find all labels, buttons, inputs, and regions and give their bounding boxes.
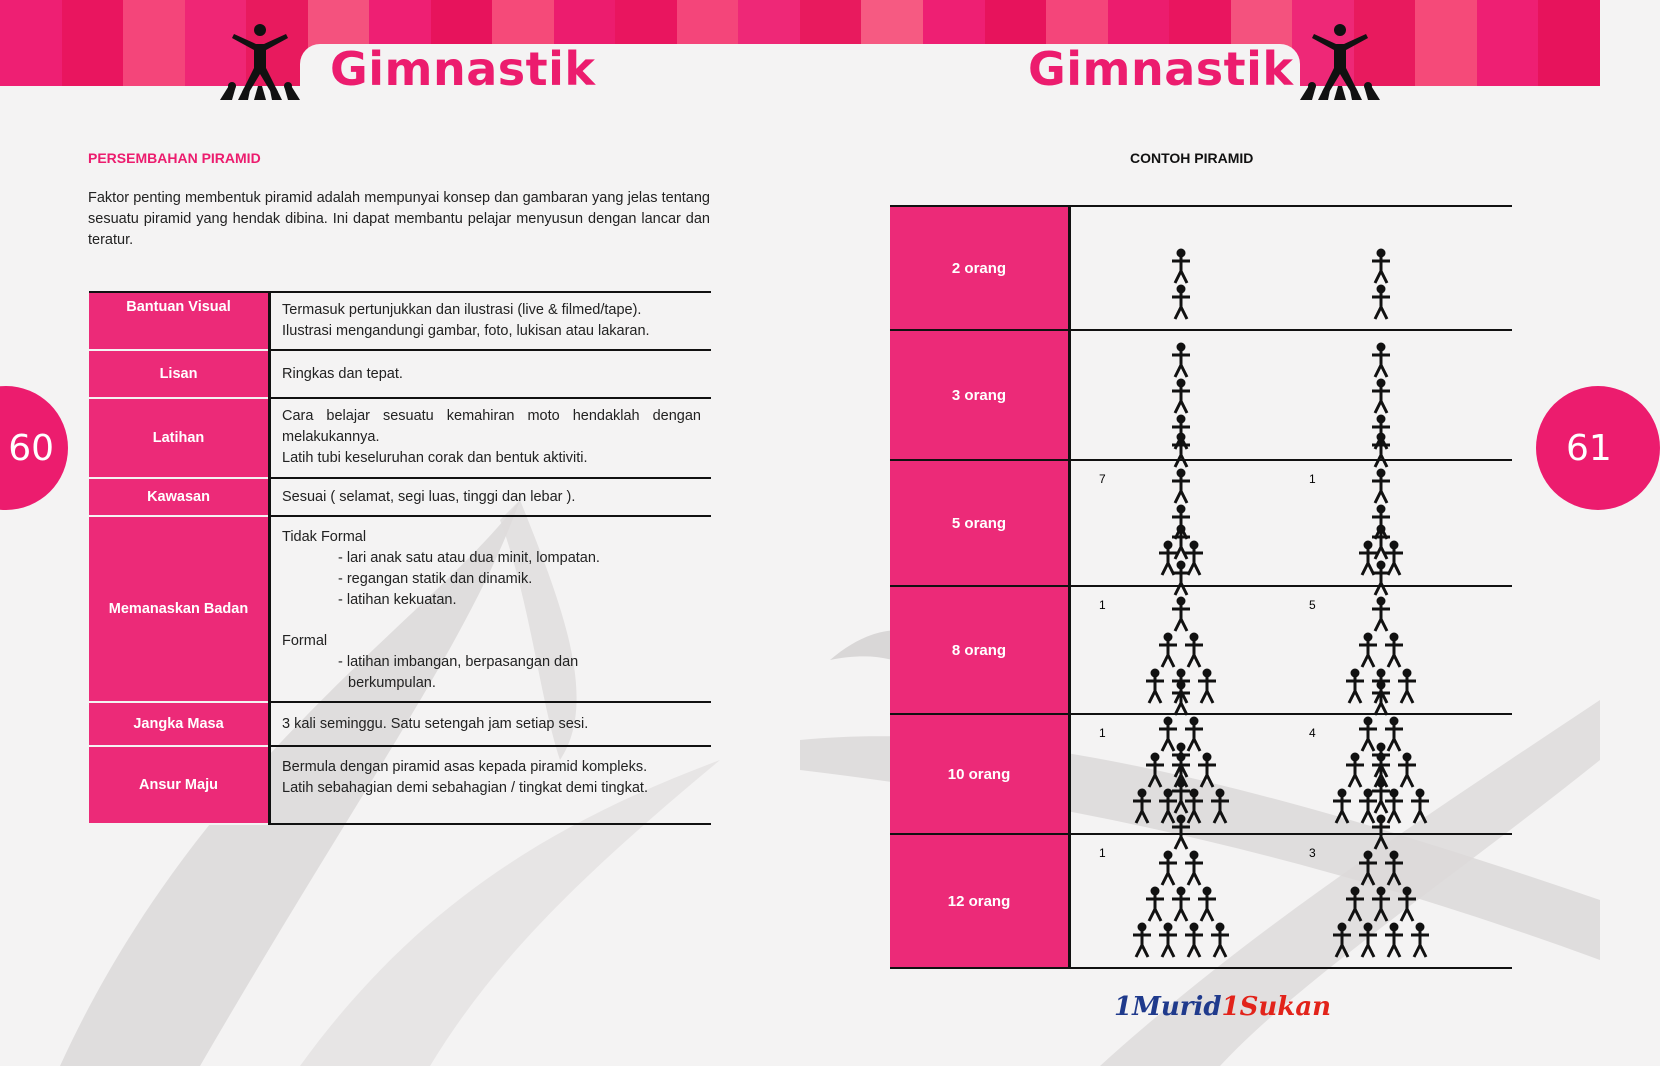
table-row	[89, 292, 711, 350]
row-label: Lisan	[89, 350, 270, 398]
figure-head	[1364, 851, 1372, 859]
figure-body	[1411, 931, 1429, 957]
figure-head	[1216, 789, 1224, 797]
figure-body	[1398, 761, 1416, 787]
pyramid-illustration	[1071, 587, 1512, 713]
figure-body	[1359, 549, 1377, 575]
table-row	[890, 713, 1512, 833]
row-label: Bantuan Visual	[89, 292, 270, 350]
figure-body	[1372, 387, 1390, 413]
row-label: Kawasan	[89, 478, 270, 516]
pyramid-figures	[1071, 461, 1512, 585]
row-label: 3 orang	[890, 331, 1071, 459]
figure-body	[1359, 859, 1377, 885]
figure-head	[1177, 343, 1185, 351]
row-line: Cara belajar sesuatu kemahiran moto hendaklah dengan melakukannya.	[282, 408, 701, 445]
figure-body	[1359, 725, 1377, 751]
figure-body	[1333, 931, 1351, 957]
figure-number: 1	[1099, 598, 1106, 612]
figure-number: 7	[1099, 472, 1106, 486]
figure-body	[1185, 931, 1203, 957]
figure-head	[1364, 789, 1372, 797]
table-row	[89, 516, 711, 702]
row-line: Ilustrasi mengandungi gambar, foto, lukisan atau lakaran.	[282, 323, 650, 339]
left-page	[0, 0, 800, 1066]
row-label: Ansur Maju	[89, 746, 270, 824]
figure-head	[1377, 779, 1385, 787]
page-title: Gimnastik	[330, 42, 596, 96]
figure-head	[1364, 923, 1372, 931]
figure-body	[1359, 641, 1377, 667]
figure-head	[1164, 789, 1172, 797]
figure-body	[1198, 677, 1216, 703]
figure-body	[1333, 797, 1351, 823]
figure-body	[1372, 477, 1390, 503]
figure-head	[1177, 887, 1185, 895]
pyramid-figures	[1071, 715, 1512, 833]
figure-head	[1138, 923, 1146, 931]
row-value	[270, 398, 712, 478]
figure-body	[1185, 797, 1203, 823]
figure-body	[1159, 931, 1177, 957]
figure-body	[1146, 761, 1164, 787]
formal-item: - latihan imbangan, berpasangan dan	[338, 654, 579, 670]
row-label: 8 orang	[890, 587, 1071, 713]
pyramid-illustration	[1071, 207, 1512, 329]
figure-number: 1	[1099, 726, 1106, 740]
figure-head	[1151, 887, 1159, 895]
figure-body	[1159, 549, 1177, 575]
figure-body	[1359, 797, 1377, 823]
page-title: Gimnastik	[1028, 42, 1294, 96]
table-row	[890, 459, 1512, 585]
figure-head	[1164, 717, 1172, 725]
figure-head	[1377, 743, 1385, 751]
figure-head	[1338, 923, 1346, 931]
pyramid-illustration	[1071, 835, 1512, 967]
figure-body	[1185, 641, 1203, 667]
brand-part2: 1Sukan	[1221, 992, 1332, 1022]
figure-head	[1177, 681, 1185, 689]
figure-head	[1164, 851, 1172, 859]
figure-head	[1177, 669, 1185, 677]
figure-body	[1359, 931, 1377, 957]
figure-body	[1185, 725, 1203, 751]
figure-body	[1385, 641, 1403, 667]
figure-number: 3	[1309, 846, 1316, 860]
informal-item: - regangan statik dan dinamik.	[338, 571, 533, 587]
pyramid-illustration	[1071, 715, 1512, 833]
figure-head	[1377, 343, 1385, 351]
figure-body	[1346, 895, 1364, 921]
figure-head	[1177, 743, 1185, 751]
informal-item: - latihan kekuatan.	[338, 592, 457, 608]
row-line: Latih sebahagian demi sebahagian / tingkat demi tingkat.	[282, 780, 648, 796]
figure-head	[1377, 379, 1385, 387]
figure-head	[1377, 669, 1385, 677]
figure-head	[1203, 887, 1211, 895]
pyramid-figure-group	[1372, 249, 1390, 319]
figure-number: 1	[1099, 846, 1106, 860]
figure-body	[1211, 797, 1229, 823]
figure-body	[1159, 859, 1177, 885]
figure-head	[1390, 923, 1398, 931]
figure-body	[1133, 797, 1151, 823]
row-line: 3 kali seminggu. Satu setengah jam setiap sesi.	[282, 715, 589, 732]
figure-head	[1338, 789, 1346, 797]
figure-head	[1151, 753, 1159, 761]
table-row	[890, 329, 1512, 459]
figure-head	[1177, 597, 1185, 605]
row-value	[270, 746, 712, 824]
figure-head	[1377, 285, 1385, 293]
pyramid-figure-group	[1172, 249, 1190, 319]
figure-body	[1172, 823, 1190, 849]
row-value	[270, 292, 712, 350]
figure-body	[1159, 641, 1177, 667]
figure-body	[1385, 725, 1403, 751]
figure-head	[1403, 669, 1411, 677]
figure-number: 4	[1309, 726, 1316, 740]
figure-body	[1172, 477, 1190, 503]
brand-logo	[1114, 992, 1331, 1022]
figure-body	[1385, 797, 1403, 823]
figure-head	[1177, 525, 1185, 533]
pyramid-examples-table	[890, 205, 1512, 969]
informal-item: - lari anak satu atau dua minit, lompatan.	[338, 550, 600, 566]
figure-body	[1172, 293, 1190, 319]
table-row	[890, 585, 1512, 713]
row-label: Latihan	[89, 398, 270, 478]
figure-body	[1185, 859, 1203, 885]
figure-body	[1398, 895, 1416, 921]
figure-head	[1177, 379, 1185, 387]
figure-body	[1159, 797, 1177, 823]
figure-head	[1377, 681, 1385, 689]
figure-head	[1377, 561, 1385, 569]
figure-body	[1172, 257, 1190, 283]
figure-head	[1377, 415, 1385, 423]
figure-head	[1390, 851, 1398, 859]
gymnast-pyramid-logo	[1300, 22, 1380, 102]
section-title: CONTOH PIRAMID	[1130, 150, 1254, 166]
figure-body	[1372, 351, 1390, 377]
figure-body	[1211, 931, 1229, 957]
figure-body	[1411, 797, 1429, 823]
row-line: Sesuai ( selamat, segi luas, tinggi dan lebar ).	[282, 488, 576, 505]
figure-head	[1390, 789, 1398, 797]
figure-head	[1390, 633, 1398, 641]
page-number: 61	[1536, 386, 1660, 510]
row-label: 10 orang	[890, 715, 1071, 833]
row-line: Latih tubi keseluruhan corak dan bentuk aktiviti.	[282, 450, 588, 466]
figure-head	[1351, 887, 1359, 895]
figure-body	[1385, 931, 1403, 957]
figure-head	[1164, 923, 1172, 931]
table-row	[89, 478, 711, 516]
figure-body	[1385, 859, 1403, 885]
pyramid-illustration	[1071, 331, 1512, 459]
figure-head	[1177, 561, 1185, 569]
figure-head	[1164, 541, 1172, 549]
figure-number: 1	[1309, 472, 1316, 486]
row-label: 2 orang	[890, 207, 1071, 329]
table-row	[89, 746, 711, 824]
row-value	[270, 350, 712, 398]
table-row	[890, 205, 1512, 329]
figure-body	[1146, 677, 1164, 703]
figure-head	[1203, 669, 1211, 677]
figure-head	[1390, 541, 1398, 549]
figure-head	[1190, 851, 1198, 859]
pyramid-figures	[1071, 207, 1512, 329]
pyramid-illustration	[1071, 461, 1512, 585]
figure-head	[1177, 249, 1185, 257]
figure-head	[1403, 753, 1411, 761]
table-row	[890, 833, 1512, 969]
figure-head	[1351, 753, 1359, 761]
figure-head	[1377, 249, 1385, 257]
formal-title: Formal	[282, 633, 328, 649]
figure-head	[1177, 505, 1185, 513]
figure-head	[1416, 789, 1424, 797]
figure-head	[1364, 541, 1372, 549]
intro-paragraph: Faktor penting membentuk piramid adalah mempunyai konsep dan gambaran yang jelas tentang sesuatu piramid yang hendak dibina. Ini dapat membantu pelajar menyusun dengan lancar dan teratur.	[88, 190, 710, 248]
figure-head	[1377, 469, 1385, 477]
figure-body	[1198, 761, 1216, 787]
figure-body	[1372, 605, 1390, 631]
figure-head	[1403, 887, 1411, 895]
table-row	[89, 398, 711, 478]
figure-body	[1159, 725, 1177, 751]
figure-body	[1385, 549, 1403, 575]
row-line: Ringkas dan tepat.	[282, 365, 403, 382]
figure-head	[1177, 285, 1185, 293]
figure-head	[1390, 717, 1398, 725]
figure-head	[1216, 923, 1224, 931]
figure-head	[1164, 633, 1172, 641]
figure-body	[1346, 761, 1364, 787]
page-number: 60	[0, 386, 68, 510]
figure-head	[1416, 923, 1424, 931]
figure-body	[1198, 895, 1216, 921]
row-value	[270, 478, 712, 516]
figure-head	[1203, 753, 1211, 761]
figure-head	[1177, 779, 1185, 787]
figure-head	[1377, 505, 1385, 513]
formal-item: berkumpulan.	[348, 675, 436, 691]
figure-body	[1172, 351, 1190, 377]
informal-title: Tidak Formal	[282, 529, 367, 545]
figure-body	[1172, 605, 1190, 631]
figure-head	[1364, 633, 1372, 641]
table-row	[89, 350, 711, 398]
figure-head	[1190, 541, 1198, 549]
figure-number: 5	[1309, 598, 1316, 612]
brand-part1: 1Murid	[1114, 992, 1222, 1022]
section-title: PERSEMBAHAN PIRAMID	[88, 150, 261, 166]
figure-body	[1172, 895, 1190, 921]
gymnast-pyramid-logo	[220, 22, 300, 102]
figure-head	[1190, 717, 1198, 725]
figure-head	[1190, 923, 1198, 931]
figure-head	[1177, 415, 1185, 423]
figure-head	[1138, 789, 1146, 797]
row-value	[270, 702, 712, 746]
pyramid-figures	[1071, 587, 1512, 713]
figure-head	[1177, 815, 1185, 823]
pyramid-figures	[1071, 331, 1512, 459]
row-label: Memanaskan Badan	[89, 516, 270, 702]
table-row	[89, 702, 711, 746]
figure-head	[1377, 887, 1385, 895]
figure-body	[1133, 931, 1151, 957]
figure-head	[1351, 669, 1359, 677]
figure-body	[1372, 823, 1390, 849]
figure-body	[1172, 387, 1190, 413]
figure-body	[1398, 677, 1416, 703]
row-line: Bermula dengan piramid asas kepada piramid kompleks.	[282, 759, 648, 775]
figure-body	[1372, 257, 1390, 283]
figure-head	[1377, 815, 1385, 823]
figure-body	[1185, 549, 1203, 575]
figure-head	[1377, 433, 1385, 441]
figure-head	[1177, 433, 1185, 441]
row-line: Termasuk pertunjukkan dan ilustrasi (live & filmed/tape).	[282, 302, 642, 318]
figure-head	[1377, 597, 1385, 605]
figure-body	[1346, 677, 1364, 703]
figure-body	[1146, 895, 1164, 921]
pyramid-figures	[1071, 835, 1512, 967]
figure-head	[1190, 789, 1198, 797]
figure-head	[1190, 633, 1198, 641]
row-label: 12 orang	[890, 835, 1071, 967]
figure-head	[1377, 525, 1385, 533]
figure-body	[1372, 895, 1390, 921]
figure-body	[1372, 293, 1390, 319]
row-label: 5 orang	[890, 461, 1071, 585]
row-value	[270, 516, 712, 702]
figure-head	[1364, 717, 1372, 725]
figure-head	[1177, 469, 1185, 477]
pyramid-guidelines-table	[89, 291, 711, 825]
figure-head	[1151, 669, 1159, 677]
row-label: Jangka Masa	[89, 702, 270, 746]
